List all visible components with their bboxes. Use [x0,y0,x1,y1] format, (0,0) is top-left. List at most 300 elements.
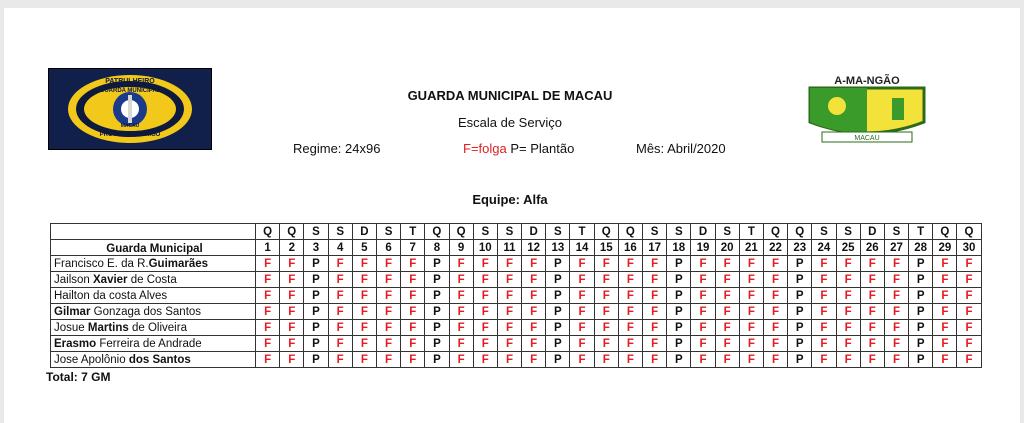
schedule-cell: F [836,320,860,336]
schedule-cell: F [763,320,787,336]
schedule-cell: F [594,288,618,304]
schedule-cell: P [546,304,570,320]
guard-name-cell [51,288,256,304]
schedule-cell: F [570,336,594,352]
schedule-cell: F [522,320,546,336]
day-number-header-cell: 28 [909,240,933,256]
day-number-header-cell: 7 [401,240,425,256]
guard-name-cell [51,304,256,320]
day-number-header-cell: 13 [546,240,570,256]
day-number-header-cell: 17 [643,240,667,256]
schedule-cell: F [618,320,642,336]
schedule-cell: P [667,256,691,272]
schedule-cell: F [352,288,376,304]
schedule-cell: F [570,256,594,272]
schedule-cell: F [522,272,546,288]
schedule-cell: F [691,288,715,304]
weekday-header-cell: Q [618,224,642,240]
schedule-cell: P [909,256,933,272]
schedule-cell: F [256,288,280,304]
schedule-cell: P [546,320,570,336]
schedule-cell: F [643,352,667,368]
schedule-cell: F [860,304,884,320]
schedule-cell: F [860,336,884,352]
schedule-cell: P [667,352,691,368]
schedule-cell: F [763,336,787,352]
schedule-cell: F [643,336,667,352]
day-number-header-row [51,240,982,256]
schedule-cell: P [667,336,691,352]
weekday-header-cell: D [860,224,884,240]
badge-emblem-icon [49,69,211,149]
schedule-cell: F [691,320,715,336]
schedule-cell: F [836,256,860,272]
schedule-cell: P [304,352,328,368]
schedule-cell: F [860,288,884,304]
schedule-cell: F [594,256,618,272]
guard-name-cell [51,320,256,336]
schedule-cell: F [376,272,400,288]
day-number-header-cell: 30 [957,240,981,256]
day-number-header-cell: 26 [860,240,884,256]
schedule-cell: F [618,288,642,304]
weekday-header-cell: S [715,224,739,240]
schedule-cell: F [715,288,739,304]
schedule-cell: P [788,320,812,336]
guard-name-text: Hailton da costa Alves [54,289,168,302]
day-number-header-cell: 3 [304,240,328,256]
weekday-header-cell: D [691,224,715,240]
day-number-header-cell: 21 [739,240,763,256]
schedule-cell: F [570,288,594,304]
schedule-cell: F [618,304,642,320]
duty-schedule-table [50,223,982,368]
schedule-cell: P [546,336,570,352]
schedule-legend [463,141,574,156]
guard-row [51,272,982,288]
schedule-cell: F [884,272,908,288]
schedule-cell: F [280,256,304,272]
weekday-header-cell: T [570,224,594,240]
weekday-header-cell: Q [594,224,618,240]
schedule-cell: F [280,320,304,336]
schedule-cell: F [280,336,304,352]
svg-text:MACAU: MACAU [854,135,880,142]
guard-name-cell [51,352,256,368]
month-label: Mês: Abril/2020 [636,141,726,156]
coat-of-arms-icon [792,72,942,150]
svg-text:MACAU: MACAU [120,123,140,129]
weekday-header-cell: S [812,224,836,240]
schedule-cell: F [570,272,594,288]
schedule-cell: P [909,304,933,320]
schedule-cell: P [304,256,328,272]
schedule-cell: F [884,256,908,272]
guard-row [51,256,982,272]
schedule-cell: P [909,272,933,288]
schedule-cell: F [691,336,715,352]
schedule-cell: F [352,304,376,320]
weekday-header-cell: D [522,224,546,240]
guard-row [51,352,982,368]
day-number-header-cell: 4 [328,240,352,256]
schedule-cell: F [933,256,957,272]
guard-name-text: Jailson [54,273,93,286]
schedule-cell: P [788,304,812,320]
schedule-cell: F [570,320,594,336]
schedule-cell: F [643,320,667,336]
schedule-cell: F [497,336,521,352]
schedule-cell: P [909,336,933,352]
day-number-header-cell: 25 [836,240,860,256]
day-number-header-cell: 22 [763,240,787,256]
day-number-header-cell: 19 [691,240,715,256]
schedule-cell: F [594,320,618,336]
weekday-header-row [51,224,982,240]
schedule-cell: F [933,304,957,320]
svg-text:A-MA-NGÃO: A-MA-NGÃO [834,75,900,87]
guard-name-emphasis: Martins [87,321,129,334]
guard-name-text: Gonzaga dos Santos [90,305,202,318]
guard-name-text: de Oliveira [128,321,187,334]
weekday-header-cell: T [739,224,763,240]
schedule-cell: F [473,288,497,304]
schedule-cell: F [352,352,376,368]
schedule-cell: F [376,256,400,272]
schedule-cell: F [401,256,425,272]
schedule-cell: F [352,272,376,288]
schedule-cell: F [860,320,884,336]
schedule-cell: F [449,352,473,368]
schedule-cell: F [691,304,715,320]
svg-text:GUARDA MUNICIPAL: GUARDA MUNICIPAL [99,88,161,94]
schedule-cell: F [884,352,908,368]
schedule-cell: F [522,336,546,352]
schedule-cell: P [425,320,449,336]
schedule-cell: F [280,288,304,304]
document-page [4,8,1020,423]
schedule-cell: F [280,304,304,320]
guard-name-emphasis: Xavier [93,273,128,286]
guard-name-cell [51,256,256,272]
guard-name-emphasis: Erasmo [54,337,97,350]
weekday-header-cell: Q [256,224,280,240]
schedule-cell: F [376,320,400,336]
schedule-cell: F [449,304,473,320]
schedule-cell: F [812,320,836,336]
schedule-cell: P [304,336,328,352]
guard-name-text: Jose Apolônio [54,353,129,366]
day-number-header-cell: 14 [570,240,594,256]
day-number-header-cell: 10 [473,240,497,256]
schedule-cell: F [473,320,497,336]
schedule-cell: F [328,256,352,272]
schedule-cell: P [667,304,691,320]
schedule-cell: F [715,272,739,288]
schedule-cell: F [884,304,908,320]
schedule-cell: F [328,304,352,320]
weekday-header-cell: Q [933,224,957,240]
header-corner [51,224,256,240]
schedule-cell: F [256,336,280,352]
schedule-cell: F [812,304,836,320]
schedule-cell: F [473,336,497,352]
schedule-cell: F [836,288,860,304]
day-number-header-cell: 8 [425,240,449,256]
schedule-cell: F [957,352,981,368]
legend-folga: F=folga [463,141,507,156]
day-number-header-cell: 27 [884,240,908,256]
guard-name-text: Francisco E. da R. [54,257,149,270]
guard-row [51,288,982,304]
day-number-header-cell: 15 [594,240,618,256]
schedule-cell: P [546,352,570,368]
guard-column-header: Guarda Municipal [51,240,256,256]
schedule-cell: F [618,352,642,368]
schedule-cell: F [836,336,860,352]
day-number-header-cell: 2 [280,240,304,256]
schedule-cell: F [739,256,763,272]
day-number-header-cell: 11 [497,240,521,256]
schedule-cell: F [522,304,546,320]
schedule-cell: F [594,304,618,320]
day-number-header-cell: 23 [788,240,812,256]
schedule-cell: F [401,288,425,304]
schedule-cell: F [715,320,739,336]
weekday-header-cell: S [376,224,400,240]
schedule-cell: P [788,256,812,272]
weekday-header-cell: T [401,224,425,240]
schedule-cell: F [522,256,546,272]
schedule-cell: P [304,288,328,304]
schedule-cell: F [449,256,473,272]
total-guards: Total: 7 GM [46,370,111,384]
schedule-cell: F [594,352,618,368]
schedule-cell: P [788,336,812,352]
schedule-cell: F [570,304,594,320]
schedule-cell: P [425,256,449,272]
schedule-cell: F [691,352,715,368]
weekday-header-cell: S [328,224,352,240]
schedule-cell: F [643,272,667,288]
schedule-cell: F [449,336,473,352]
schedule-cell: F [957,320,981,336]
schedule-cell: F [933,336,957,352]
schedule-cell: F [497,304,521,320]
weekday-header-cell: Q [788,224,812,240]
guarda-municipal-badge-logo [48,68,212,150]
schedule-cell: F [933,272,957,288]
guard-row [51,320,982,336]
guard-name-text: Josue [54,321,88,334]
schedule-cell: F [497,320,521,336]
schedule-cell: F [836,352,860,368]
schedule-cell: F [594,336,618,352]
schedule-cell: F [643,304,667,320]
guard-row [51,304,982,320]
schedule-cell: F [763,256,787,272]
schedule-cell: F [812,336,836,352]
schedule-cell: P [304,304,328,320]
schedule-cell: F [763,272,787,288]
schedule-cell: F [739,352,763,368]
schedule-cell: F [957,336,981,352]
schedule-cell: F [933,352,957,368]
day-number-header-cell: 6 [376,240,400,256]
legend-plantao: P= Plantão [506,141,575,156]
schedule-cell: F [643,288,667,304]
schedule-cell: F [933,288,957,304]
schedule-cell: F [256,304,280,320]
schedule-cell: F [256,320,280,336]
day-number-header-cell: 18 [667,240,691,256]
schedule-cell: F [618,336,642,352]
guard-name-text: de Costa [127,273,177,286]
schedule-cell: F [376,288,400,304]
schedule-cell: P [425,288,449,304]
schedule-cell: F [957,304,981,320]
schedule-cell: F [473,272,497,288]
schedule-cell: P [425,336,449,352]
weekday-header-cell: Q [425,224,449,240]
schedule-cell: F [715,256,739,272]
weekday-header-cell: S [643,224,667,240]
schedule-cell: P [546,272,570,288]
schedule-cell: F [812,256,836,272]
weekday-header-cell: D [352,224,376,240]
team-label: Equipe: Alfa [472,192,548,207]
schedule-cell: P [909,288,933,304]
schedule-cell: P [425,304,449,320]
schedule-cell: F [691,272,715,288]
schedule-cell: F [957,272,981,288]
schedule-cell: F [280,272,304,288]
schedule-cell: P [667,288,691,304]
schedule-cell: F [401,272,425,288]
schedule-cell: F [497,272,521,288]
schedule-cell: F [280,352,304,368]
schedule-cell: P [304,320,328,336]
day-number-header-cell: 12 [522,240,546,256]
schedule-cell: F [352,320,376,336]
schedule-cell: F [473,256,497,272]
schedule-cell: F [715,336,739,352]
schedule-cell: P [425,352,449,368]
schedule-cell: F [957,256,981,272]
weekday-header-cell: S [546,224,570,240]
schedule-cell: F [376,304,400,320]
day-number-header-cell: 16 [618,240,642,256]
schedule-cell: F [836,304,860,320]
schedule-cell: F [763,352,787,368]
day-number-header-cell: 9 [449,240,473,256]
schedule-cell: P [909,320,933,336]
schedule-cell: F [352,336,376,352]
guard-name-emphasis: Guimarães [148,257,209,270]
schedule-cell: P [667,320,691,336]
schedule-cell: F [643,256,667,272]
schedule-cell: F [497,256,521,272]
schedule-cell: F [449,288,473,304]
schedule-cell: F [401,336,425,352]
schedule-cell: F [352,256,376,272]
schedule-cell: F [763,288,787,304]
schedule-cell: F [860,272,884,288]
weekday-header-cell: S [497,224,521,240]
schedule-cell: F [401,320,425,336]
schedule-cell: F [328,352,352,368]
guard-name-cell [51,336,256,352]
schedule-cell: F [256,352,280,368]
schedule-cell: F [860,256,884,272]
schedule-cell: F [715,304,739,320]
schedule-cell: F [497,288,521,304]
weekday-header-cell: T [909,224,933,240]
day-number-header-cell: 29 [933,240,957,256]
guard-name-emphasis: Gilmar [54,305,91,318]
weekday-header-cell: Q [280,224,304,240]
weekday-header-cell: S [884,224,908,240]
schedule-cell: F [256,272,280,288]
weekday-header-cell: Q [957,224,981,240]
schedule-cell: P [788,272,812,288]
svg-text:PATRULHEIRO: PATRULHEIRO [105,78,155,85]
schedule-cell: F [812,288,836,304]
weekday-header-cell: S [473,224,497,240]
guard-row [51,336,982,352]
schedule-cell: F [763,304,787,320]
schedule-cell: F [376,352,400,368]
schedule-cell: F [449,272,473,288]
document-subtitle: Escala de Serviço [457,115,563,130]
schedule-cell: F [739,272,763,288]
schedule-cell: P [788,288,812,304]
schedule-cell: P [546,256,570,272]
schedule-cell: F [497,352,521,368]
day-number-header-cell: 5 [352,240,376,256]
schedule-cell: F [473,304,497,320]
schedule-cell: P [667,272,691,288]
schedule-cell: F [328,272,352,288]
schedule-cell: F [449,320,473,336]
schedule-cell: F [884,336,908,352]
schedule-cell: F [594,272,618,288]
schedule-cell: F [860,352,884,368]
day-number-header-cell: 1 [256,240,280,256]
schedule-cell: F [739,336,763,352]
svg-text:PROTETOR E AMIGO: PROTETOR E AMIGO [99,132,161,138]
weekday-header-cell: S [836,224,860,240]
schedule-cell: F [884,288,908,304]
schedule-cell: F [328,288,352,304]
schedule-cell: F [884,320,908,336]
schedule-cell: F [256,256,280,272]
schedule-cell: F [691,256,715,272]
schedule-cell: F [739,320,763,336]
schedule-cell: F [836,272,860,288]
day-number-header-cell: 20 [715,240,739,256]
schedule-cell: F [401,352,425,368]
schedule-cell: F [473,352,497,368]
schedule-cell: F [328,320,352,336]
schedule-cell: F [715,352,739,368]
day-number-header-cell: 24 [812,240,836,256]
schedule-cell: F [376,336,400,352]
document-title: GUARDA MUNICIPAL DE MACAU [407,88,613,103]
schedule-cell: F [957,288,981,304]
weekday-header-cell: S [667,224,691,240]
regime-label: Regime: 24x96 [293,141,381,156]
